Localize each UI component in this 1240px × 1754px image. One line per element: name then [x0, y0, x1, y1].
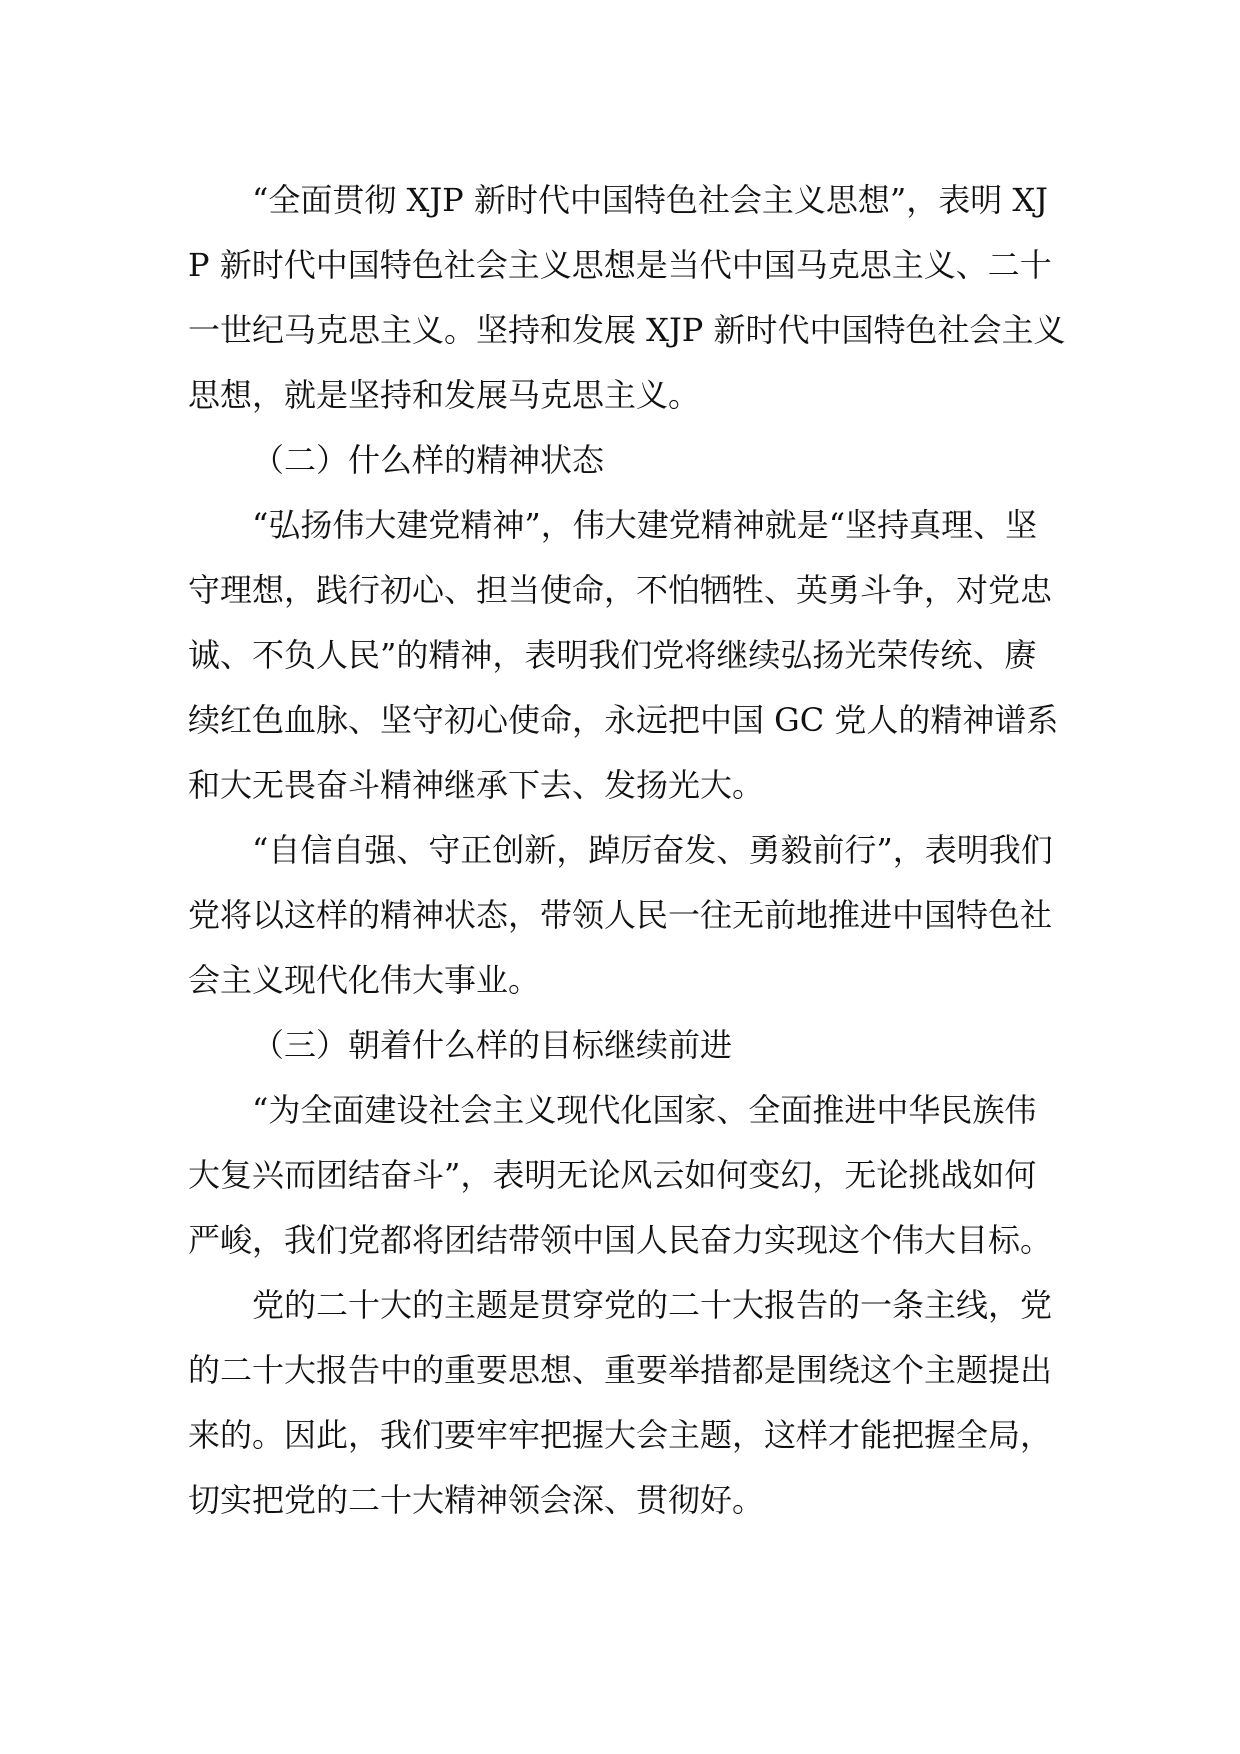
- paragraph-self-confidence: “自信自强、守正创新，踔厉奋发、勇毅前行”，表明我们党将以这样的精神状态，带领人民一往无前地推进中国特色社会主义现代化伟大事业。: [188, 831, 1053, 999]
- paragraph-theme: 党的二十大的主题是贯穿党的二十大报告的一条主线，党的二十大报告中的重要思想、重要举措都是围绕这个主题提出来的。因此，我们要牢牢把握大会主题，这样才能把握全局，切实把党的二十大精神领会深、贯彻好。: [188, 1286, 1053, 1519]
- paragraph-goal: “为全面建设社会主义现代化国家、全面推进中华民族伟大复兴而团结奋斗”，表明无论风云如何变幻，无论挑战如何严峻，我们党都将团结带领中国人民奋力实现这个伟大目标。: [188, 1091, 1053, 1259]
- section-heading-goal: （三）朝着什么样的目标继续前进: [252, 1026, 733, 1064]
- document-body: [188, 168, 1068, 1533]
- paragraph-thought: “全面贯彻 XJP 新时代中国特色社会主义思想”，表明 XJP 新时代中国特色社会主义思想是当代中国马克思主义、二十一世纪马克思主义。坚持和发展 XJP 新时代中国特色社会主义思想，就是坚持和发展马克思主义。: [188, 181, 1066, 414]
- paragraph-party-spirit: “弘扬伟大建党精神”，伟大建党精神就是“坚持真理、坚守理想，践行初心、担当使命，不怕牺牲、英勇斗争，对党忠诚、不负人民”的精神，表明我们党将继续弘扬光荣传统、赓续红色血脉、坚守初心使命，永远把中国 GC 党人的精神谱系和大无畏奋斗精神继承下去、发扬光大。: [188, 506, 1059, 804]
- section-heading-spirit: （二）什么样的精神状态: [252, 441, 605, 479]
